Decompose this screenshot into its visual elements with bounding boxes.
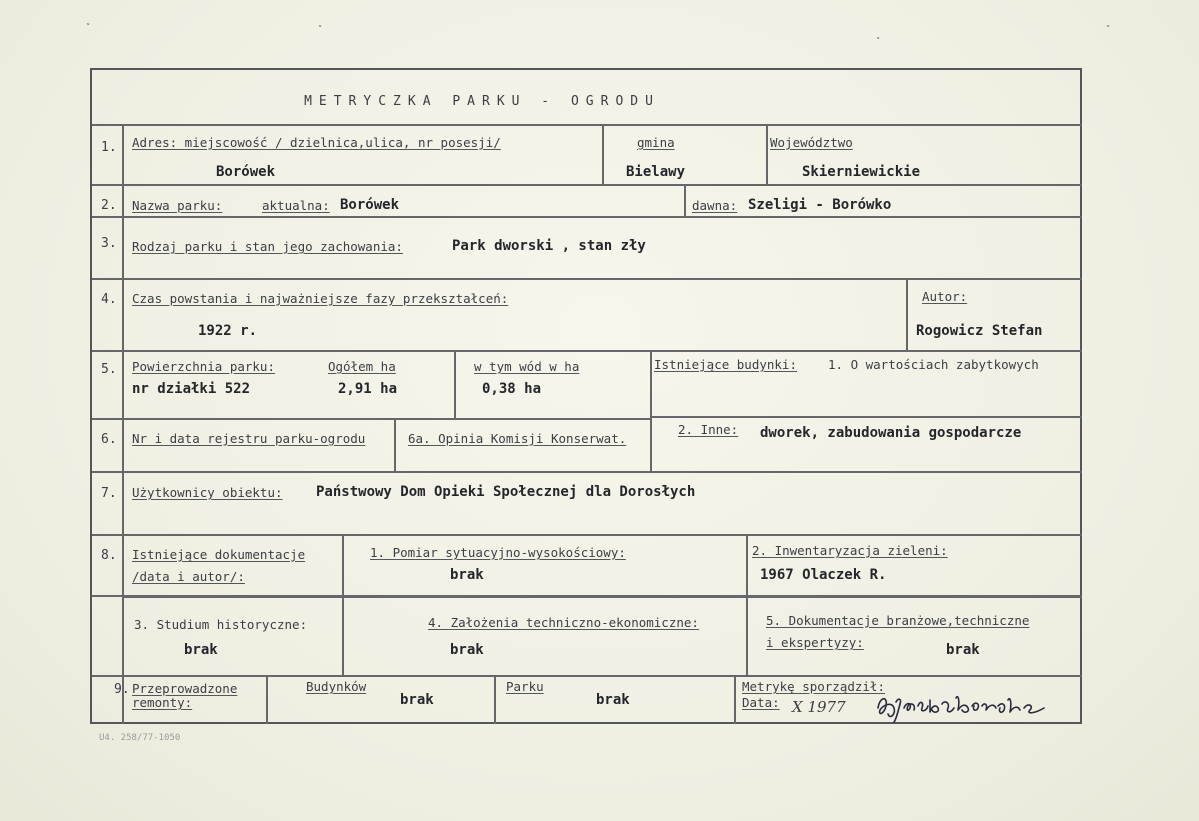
repairs-buildings-label: Budynków — [306, 679, 367, 694]
row-number: 5. — [101, 362, 117, 377]
inventory-label: 2. Inwentaryzacja zieleni: — [752, 543, 948, 558]
repairs-park-label: Parku — [506, 679, 544, 694]
corner-mark: ˯ — [318, 14, 326, 29]
cell-divider — [602, 124, 604, 184]
handwritten-signature — [874, 690, 1054, 724]
repairs-label: Przeprowadzone — [132, 681, 238, 696]
survey-label: 1. Pomiar sytuacyjno-wysokościowy: — [370, 545, 626, 560]
other-buildings-label: 2. Inne: — [678, 422, 739, 437]
other-buildings-value: dworek, zabudowania gospodarcze — [760, 425, 1022, 441]
inventory-value: 1967 Olaczek R. — [760, 567, 887, 583]
row-number: 3. — [101, 236, 117, 251]
cell-divider — [734, 675, 736, 724]
plot-value: nr działki 522 — [132, 381, 251, 397]
date-value: X 1977 — [792, 698, 846, 716]
technical-label: 4. Założenia techniczno-ekonomiczne: — [428, 615, 699, 630]
branch-docs-label: 5. Dokumentacje branżowe,techniczne — [766, 613, 1030, 628]
cell-divider — [766, 124, 768, 184]
wojewodztwo-label: Województwo — [770, 135, 853, 150]
row-divider — [92, 184, 1082, 186]
park-record-form — [90, 68, 1082, 724]
current-name-label: aktualna: — [262, 198, 330, 213]
row-number: 9. — [114, 682, 130, 697]
row-divider — [92, 418, 652, 420]
cell-divider — [342, 534, 344, 676]
repairs-park-value: brak — [596, 692, 630, 708]
total-area-value: 2,91 ha — [338, 381, 398, 397]
technical-value: brak — [450, 642, 484, 658]
survey-value: brak — [450, 567, 484, 583]
row-number: 7. — [101, 486, 117, 501]
prepared-by-label: Metrykę sporządził: — [742, 679, 885, 694]
cell-divider — [394, 418, 396, 472]
address-value: Borówek — [216, 164, 276, 180]
repairs-label-2: remonty: — [132, 695, 193, 710]
park-type-value: Park dworski , stan zły — [452, 238, 646, 254]
row-number: 4. — [101, 292, 117, 307]
cell-divider — [454, 350, 456, 418]
row-divider — [652, 416, 1082, 418]
corner-mark: ˯ — [1106, 14, 1114, 29]
row-divider — [92, 534, 1082, 536]
branch-docs-label-2: i ekspertyzy: — [766, 635, 864, 650]
branch-docs-value: brak — [946, 642, 980, 658]
repairs-buildings-value: brak — [400, 692, 434, 708]
row-number: 2. — [101, 198, 117, 213]
number-column-divider — [122, 124, 124, 724]
row-number: 8. — [101, 548, 117, 563]
row-divider — [92, 216, 1082, 218]
row-divider — [122, 596, 1082, 598]
docs-label: Istniejące dokumentacje — [132, 547, 306, 562]
row-number: 6. — [101, 432, 117, 447]
origin-value: 1922 r. — [198, 323, 258, 339]
wojewodztwo-value: Skierniewickie — [802, 164, 921, 180]
cell-divider — [684, 184, 686, 216]
park-name-label: Nazwa parku: — [132, 198, 223, 213]
history-value: brak — [184, 642, 218, 658]
gmina-value: Bielawy — [626, 164, 686, 180]
area-label: Powierzchnia parku: — [132, 359, 275, 374]
cell-divider — [650, 350, 652, 472]
total-area-label: Ogółem ha — [328, 359, 396, 374]
historic-buildings-label: 1. O wartościach zabytkowych — [828, 357, 1039, 372]
former-name-value: Szeligi - Borówko — [748, 197, 892, 213]
author-label: Autor: — [922, 289, 968, 304]
water-area-label: w tym wód w ha — [474, 359, 580, 374]
date-label: Data: — [742, 695, 780, 710]
author-value: Rogowicz Stefan — [916, 323, 1043, 339]
history-label: 3. Studium historyczne: — [134, 617, 308, 632]
corner-mark: ˯ — [876, 26, 884, 41]
cell-divider — [906, 278, 908, 350]
address-label: Adres: miejscowość / dzielnica,ulica, nr posesji/ — [132, 135, 501, 150]
current-name-value: Borówek — [340, 197, 400, 213]
users-value: Państwowy Dom Opieki Społecznej dla Dorosłych — [316, 484, 696, 500]
corner-mark: ˯ — [86, 12, 94, 27]
former-name-label: dawna: — [692, 198, 738, 213]
cell-divider — [746, 534, 748, 676]
buildings-label: Istniejące budynki: — [654, 357, 797, 372]
row-divider — [92, 350, 1082, 352]
form-title: METRYCZKA PARKU - OGRODU — [304, 94, 660, 109]
register-label: Nr i data rejestru parku-ogrodu — [132, 431, 366, 446]
print-reference: U4. 258/77-1050 — [99, 733, 181, 743]
opinion-label: 6a. Opinia Komisji Konserwat. — [408, 431, 627, 446]
park-type-label: Rodzaj parku i stan jego zachowania: — [132, 239, 403, 254]
cell-divider — [494, 675, 496, 724]
row-divider — [92, 124, 1082, 126]
users-label: Użytkownicy obiektu: — [132, 485, 283, 500]
water-area-value: 0,38 ha — [482, 381, 542, 397]
row-divider — [92, 278, 1082, 280]
origin-label: Czas powstania i najważniejsze fazy przekształceń: — [132, 291, 509, 306]
docs-label-date: /data i autor/: — [132, 569, 245, 584]
gmina-label: gmina — [637, 135, 675, 150]
row-divider — [92, 675, 124, 677]
cell-divider — [266, 675, 268, 724]
row-divider — [92, 471, 1082, 473]
row-number: 1. — [101, 140, 117, 155]
